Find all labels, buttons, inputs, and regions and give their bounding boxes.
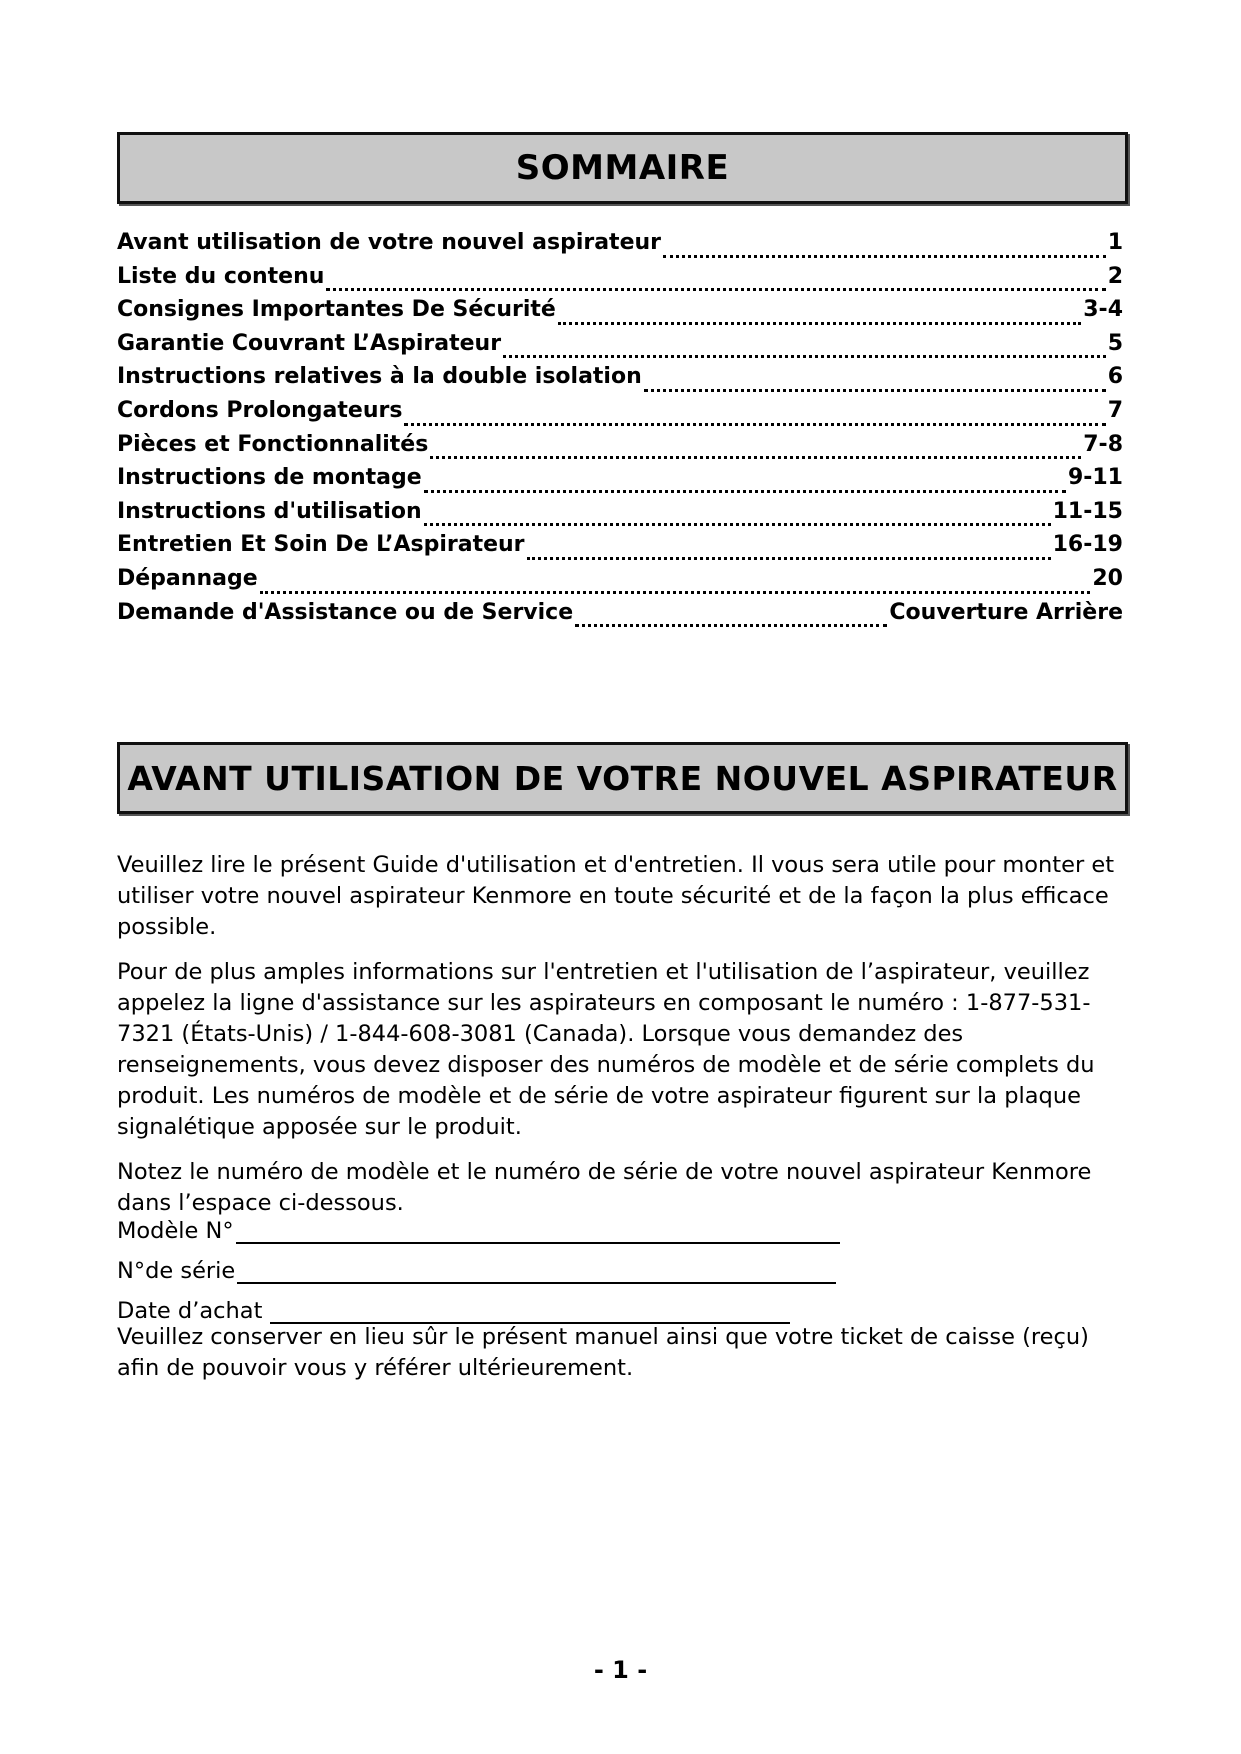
purchase-date-line[interactable] bbox=[270, 1298, 790, 1324]
toc-leader bbox=[575, 624, 887, 627]
closing-paragraph: Veuillez conserver en lieu sûr le présent manuel ainsi que votre ticket de caisse (reçu) afin de pouvoir vous y référer ultérieurement. bbox=[117, 1324, 1089, 1381]
toc-leader bbox=[503, 355, 1106, 358]
toc-entry-label: Instructions d'utilisation bbox=[117, 498, 422, 524]
intro-body bbox=[117, 850, 1137, 1233]
model-number-label: Modèle N° bbox=[117, 1218, 234, 1244]
intro-heading bbox=[117, 742, 1128, 814]
serial-number-field bbox=[117, 1244, 1017, 1284]
toc-entry bbox=[117, 600, 1123, 634]
toc-entry-label: Instructions de montage bbox=[117, 465, 422, 491]
intro-paragraph-2: Pour de plus amples informations sur l'entretien et l'utilisation de l’aspirateur, veuillez appelez la ligne d'assistance sur les aspirateurs en composant le numéro : 1-877-531-7321 (États-Unis) / 1-844-608-3081 (Canada). Lorsque vous demandez des renseignements, vous devez disposer des numéros de modèle et de série complets du produit. Les numéros de modèle et de série de votre aspirateur figurent sur la plaque signalétique apposée sur le produit. bbox=[117, 959, 1095, 1140]
toc-entry-label: Instructions relatives à la double isolation bbox=[117, 364, 642, 390]
toc-entry bbox=[117, 499, 1123, 533]
toc-entry-label: Cordons Prolongateurs bbox=[117, 397, 403, 423]
toc-entry bbox=[117, 364, 1123, 398]
toc-entry-label: Pièces et Fonctionnalités bbox=[117, 431, 429, 457]
toc-leader bbox=[527, 557, 1051, 560]
toc-entry-label: Liste du contenu bbox=[117, 263, 325, 289]
toc-leader bbox=[404, 423, 1105, 426]
model-number-field bbox=[117, 1204, 1017, 1244]
table-of-contents bbox=[117, 230, 1123, 633]
toc-entry bbox=[117, 465, 1123, 499]
toc-entry-label: Avant utilisation de votre nouvel aspirateur bbox=[117, 230, 662, 255]
toc-entry-label: Demande d'Assistance ou de Service bbox=[117, 599, 574, 625]
toc-entry-page: 7-8 bbox=[1083, 431, 1123, 457]
toc-entry-page: 5 bbox=[1107, 330, 1123, 356]
purchase-date-field bbox=[117, 1284, 1017, 1324]
toc-entry bbox=[117, 230, 1123, 264]
toc-entry-label: Entretien Et Soin De L’Aspirateur bbox=[117, 532, 525, 558]
toc-entry bbox=[117, 331, 1123, 365]
record-fields bbox=[117, 1204, 1017, 1324]
toc-entry-label: Dépannage bbox=[117, 565, 258, 591]
toc-entry-page: 2 bbox=[1107, 263, 1123, 289]
toc-entry bbox=[117, 398, 1123, 432]
toc-title: SOMMAIRE bbox=[515, 148, 730, 188]
toc-entry-page: 20 bbox=[1092, 565, 1123, 591]
purchase-date-label: Date d’achat bbox=[117, 1298, 263, 1324]
toc-leader bbox=[260, 591, 1091, 594]
toc-entry-page: 16-19 bbox=[1052, 532, 1123, 558]
toc-entry-page: 11-15 bbox=[1052, 498, 1123, 524]
toc-entry bbox=[117, 264, 1123, 298]
toc-leader bbox=[430, 456, 1081, 459]
toc-entry-page: 6 bbox=[1107, 364, 1123, 390]
toc-entry bbox=[117, 297, 1123, 331]
serial-number-line[interactable] bbox=[237, 1258, 836, 1284]
toc-leader bbox=[663, 255, 1106, 258]
toc-entry bbox=[117, 432, 1123, 466]
toc-entry-page: 1 bbox=[1107, 230, 1123, 255]
toc-heading bbox=[117, 132, 1128, 204]
toc-entry bbox=[117, 532, 1123, 566]
toc-leader bbox=[558, 322, 1081, 325]
toc-leader bbox=[424, 523, 1051, 526]
toc-entry-label: Garantie Couvrant L’Aspirateur bbox=[117, 330, 502, 356]
toc-entry-page: 7 bbox=[1107, 397, 1123, 423]
page-number: - 1 - bbox=[593, 1656, 648, 1684]
serial-number-label: N°de série bbox=[117, 1258, 236, 1284]
toc-leader bbox=[424, 490, 1066, 493]
toc-leader bbox=[644, 389, 1106, 392]
toc-entry-page: 9-11 bbox=[1067, 465, 1123, 491]
toc-leader bbox=[326, 288, 1105, 291]
toc-entry bbox=[117, 566, 1123, 600]
intro-paragraph-1: Veuillez lire le présent Guide d'utilisation et d'entretien. Il vous sera utile pour monter et utiliser votre nouvel aspirateur Kenmore en toute sécurité et de la façon la plus efficace possible. bbox=[117, 852, 1115, 940]
toc-entry-page: 3-4 bbox=[1083, 297, 1123, 323]
toc-entry-label: Consignes Importantes De Sécurité bbox=[117, 297, 556, 323]
intro-paragraph-3: Notez le numéro de modèle et le numéro de série de votre nouvel aspirateur Kenmore dans l’espace ci-dessous. bbox=[117, 1159, 1092, 1216]
model-number-line[interactable] bbox=[236, 1218, 840, 1244]
toc-entry-page: Couverture Arrière bbox=[889, 599, 1123, 625]
intro-title: AVANT UTILISATION DE VOTRE NOUVEL ASPIRATEUR bbox=[127, 758, 1118, 798]
closing-body bbox=[117, 1322, 1137, 1398]
